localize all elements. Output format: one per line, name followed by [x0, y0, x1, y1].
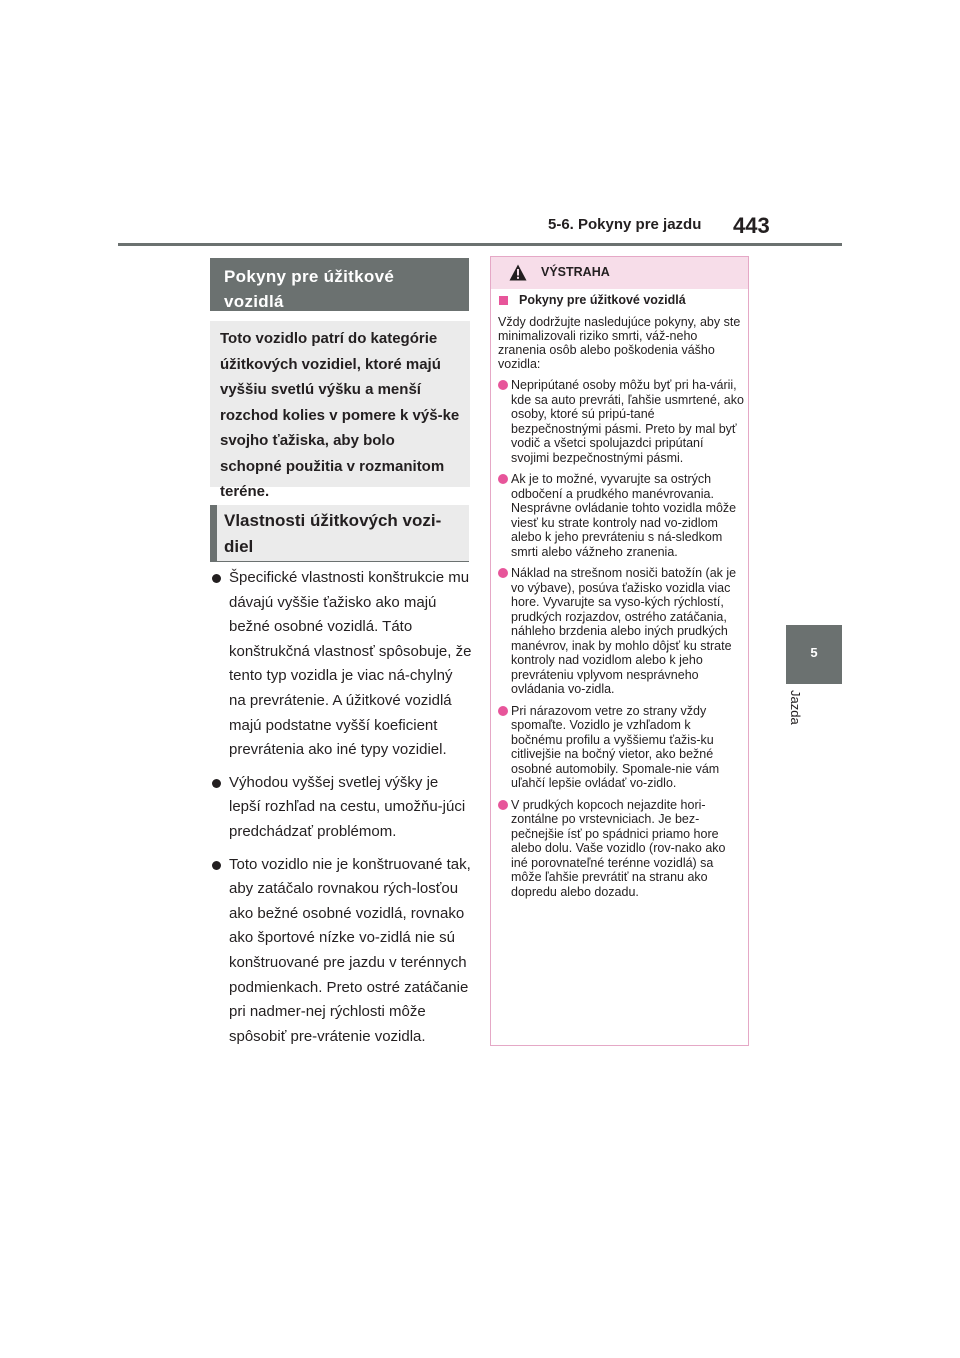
- warning-triangle-icon: [509, 264, 527, 281]
- chapter-label-container: [785, 690, 803, 750]
- subheading: Vlastnosti úžitkových vozi-diel: [224, 511, 442, 556]
- warning-item-text: Ak je to možné, vyvarujte sa ostrých odbočení a prudkého manévrovania. Nesprávne ovládanie tohto vozidla môže viesť ku strate kontroly nad vo-zidlom alebo k jeho prevráteniu s ná-sledkom smrti alebo vážneho zranenia.: [511, 472, 737, 559]
- section-title-box: [210, 258, 469, 311]
- bullet-dot-icon: [212, 779, 221, 788]
- circle-bullet-icon: [498, 380, 508, 390]
- warning-title: VÝSTRAHA: [541, 265, 610, 279]
- section-title: 5-6. Pokyny pre jazdu: [548, 216, 702, 233]
- intro-text: Toto vozidlo patrí do kategórie úžitkových vozidiel, ktoré majú vyššiu svetlú výšku a menší rozchod kolies v pomere k výš-ke svojho ťažiska, aby bolo schopné použitia v rozmanitom teréne.: [220, 330, 460, 500]
- list-item: [210, 853, 472, 1050]
- chapter-label: Jazda: [788, 690, 803, 725]
- warning-item-text: V prudkých kopcoch nejazdite hori-zontálne po vrstevniciach. Je bez-pečnejšie ísť po spádnici priamo hore alebo dolu. Vaše vozidlo (rov-nako ako iné porovnateľné terénne vozidlá) sa môže ľahšie prevrátiť na stranu ako dopredu alebo dozadu.: [511, 797, 726, 899]
- warning-item-text: Nepripútané osoby môžu byť pri ha-várii, kde sa auto prevráti, ľahšie usmrtené, ako osoby, ktoré sú pripú-tané bezpečnostnými pásmi. Preto by mal byť vodič a všetci spolujazdci pripútaní svojimi bezpečnostnými pásmi.: [511, 378, 744, 465]
- warning-header: [491, 257, 748, 289]
- list-item-text: Špecifické vlastnosti konštrukcie mu dávajú vyššie ťažisko ako majú bežné osobné vozidlá. Táto konštrukčná vlastnosť spôsobuje, že tento typ vozidla je viac ná-chylný na prevrátenie. A úžitkové vozidlá majú podstatne vyšší koeficient prevrátenia ako iné typy vozidiel.: [229, 569, 472, 759]
- warning-item: [498, 472, 744, 559]
- page-number: 443: [733, 213, 770, 238]
- bullet-dot-icon: [212, 861, 221, 870]
- subheading-bar: [210, 505, 217, 561]
- warning-item-text: Náklad na strešnom nosiči batožín (ak je vo výbave), posúva ťažisko vozidla viac hore. Vyvarujte sa vyso-kých rýchlostí, prudkých rozjazdov, ostrého zatáčania, náhleho brzdenia alebo iných prudkých manévrov, inak by mohlo dôjsť ku strate kontroly nad vozidlom alebo k jeho prevráteniu vplyvom nesprávneho ovládania vo-zidla.: [511, 566, 737, 696]
- warning-item: [498, 378, 744, 465]
- intro-box: [210, 321, 470, 500]
- warning-item: [498, 798, 744, 900]
- list-item-text: Výhodou vyššej svetlej výšky je lepší rozhľad na cestu, umožňu-júci predchádzať problémom.: [229, 773, 466, 840]
- bullet-list: [210, 566, 472, 1057]
- circle-bullet-icon: [498, 706, 508, 716]
- warning-subheading-text: Pokyny pre úžitkové vozidlá: [519, 293, 686, 307]
- circle-bullet-icon: [498, 800, 508, 810]
- list-item-text: Toto vozidlo nie je konštruované tak, aby zatáčalo rovnakou rých-losťou ako bežné osobné vozidlá, rovnako ako športové nízke vo-zidlá nie sú konštruované pre jazdu v terénnych podmienkach. Preto ostré zatáčanie pri nadmer-nej rýchlosti môže spôsobiť pre-vrátenie vozidla.: [229, 855, 471, 1045]
- square-bullet-icon: [499, 296, 508, 305]
- warning-intro: Vždy dodržujte nasledujúce pokyny, aby ste minimalizovali riziko smrti, váž-neho zranenia osôb alebo poškodenia vášho vozidla:: [498, 315, 741, 371]
- warning-item-text: Pri nárazovom vetre zo strany vždy spomaľte. Vozidlo je vzhľadom k bočnému profilu a vyššiemu ťažis-ku citlivejšie na bočný vietor, ako bežné osobné automobily. Spomale-nie vám uľahčí lepšie ovládať vo-zidlo.: [511, 703, 720, 790]
- bullet-dot-icon: [212, 574, 221, 583]
- warning-item: [498, 566, 744, 697]
- header-rule: [118, 243, 842, 246]
- list-item: [210, 771, 472, 845]
- page-title: Pokyny pre úžitkové vozidlá: [224, 267, 395, 311]
- warning-item: [498, 704, 744, 791]
- circle-bullet-icon: [498, 474, 508, 484]
- subheading-box: [210, 505, 469, 562]
- chapter-tab: [786, 625, 842, 684]
- warning-body: [491, 291, 748, 899]
- warning-box: [490, 256, 749, 1046]
- list-item: [210, 566, 472, 763]
- circle-bullet-icon: [498, 568, 508, 578]
- warning-subheading: [497, 293, 748, 308]
- chapter-number: 5: [810, 645, 818, 660]
